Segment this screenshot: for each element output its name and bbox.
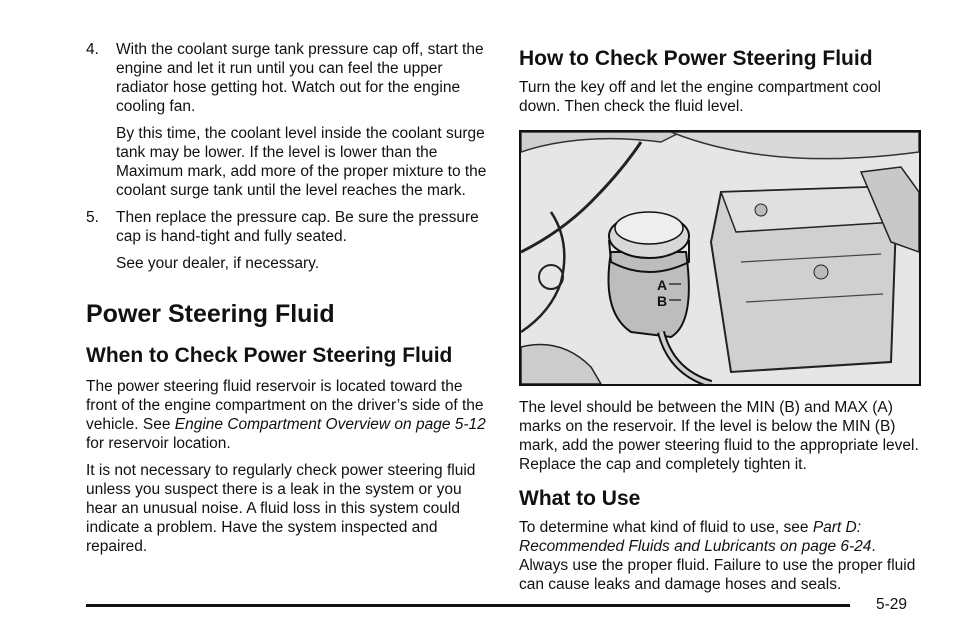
step-4-number: 4.	[86, 41, 99, 58]
what-to-use-heading: What to Use	[519, 487, 641, 510]
what-to-use-paragraph	[519, 518, 925, 594]
how-to-check-heading: How to Check Power Steering Fluid	[519, 47, 873, 70]
leak-paragraph: It is not necessary to regularly check power steering fluid unless you suspect there is a leak in the system or you hear an unusual noise. A fluid loss in this system could indicate a problem. Have the system inspected and repaired.	[86, 462, 476, 555]
min-label-b: B	[657, 293, 668, 309]
reservoir-illustration	[519, 130, 921, 386]
section-title: Power Steering Fluid	[86, 300, 335, 328]
step-5-number: 5.	[86, 209, 99, 226]
step-5	[86, 208, 490, 246]
max-label-a: A	[657, 277, 668, 293]
step-4-note: By this time, the coolant level inside the coolant surge tank may be lower. If the level is lower than the Maximum mark, add more of the proper mixture to the coolant surge tank until the level reaches the mark.	[116, 125, 487, 199]
footer-rule	[86, 604, 850, 607]
right-column	[519, 46, 925, 594]
level-paragraph: The level should be between the MIN (B) and MAX (A) marks on the reservoir. If the level is below the MIN (B) mark, add the power steering fluid to the appropriate level. Replace the cap and completely tighten it.	[519, 399, 919, 473]
when-to-check-heading: When to Check Power Steering Fluid	[86, 344, 453, 367]
how-paragraph: Turn the key off and let the engine compartment cool down. Then check the fluid level.	[519, 79, 881, 115]
location-text-a: The power steering fluid reservoir is located toward the front of the engine compartment on the driver’s side of the vehicle. See	[86, 378, 484, 433]
engine-compartment-drawing	[521, 132, 919, 384]
page-number: 5-29	[876, 596, 908, 613]
left-column	[86, 40, 490, 556]
location-text-b: for reservoir location.	[86, 435, 231, 452]
step-4	[86, 40, 490, 116]
use-text-a: To determine what kind of fluid to use, see	[519, 519, 813, 536]
fluids-reference[interactable]: Part D: Recommended Fluids and Lubricants on page 6-24	[519, 519, 872, 555]
step-5-note: See your dealer, if necessary.	[116, 255, 320, 272]
location-paragraph	[86, 377, 490, 453]
use-text-b: . Always use the proper fluid. Failure to use the proper fluid can cause leaks and damage hoses and seals.	[519, 538, 916, 593]
step-4-text: With the coolant surge tank pressure cap off, start the engine and let it run until you can feel the upper radiator hose getting hot. Watch out for the engine cooling fan.	[116, 41, 484, 115]
step-5-text: Then replace the pressure cap. Be sure the pressure cap is hand-tight and fully seated.	[116, 209, 479, 245]
engine-overview-reference[interactable]: Engine Compartment Overview on page 5-12	[174, 416, 486, 433]
